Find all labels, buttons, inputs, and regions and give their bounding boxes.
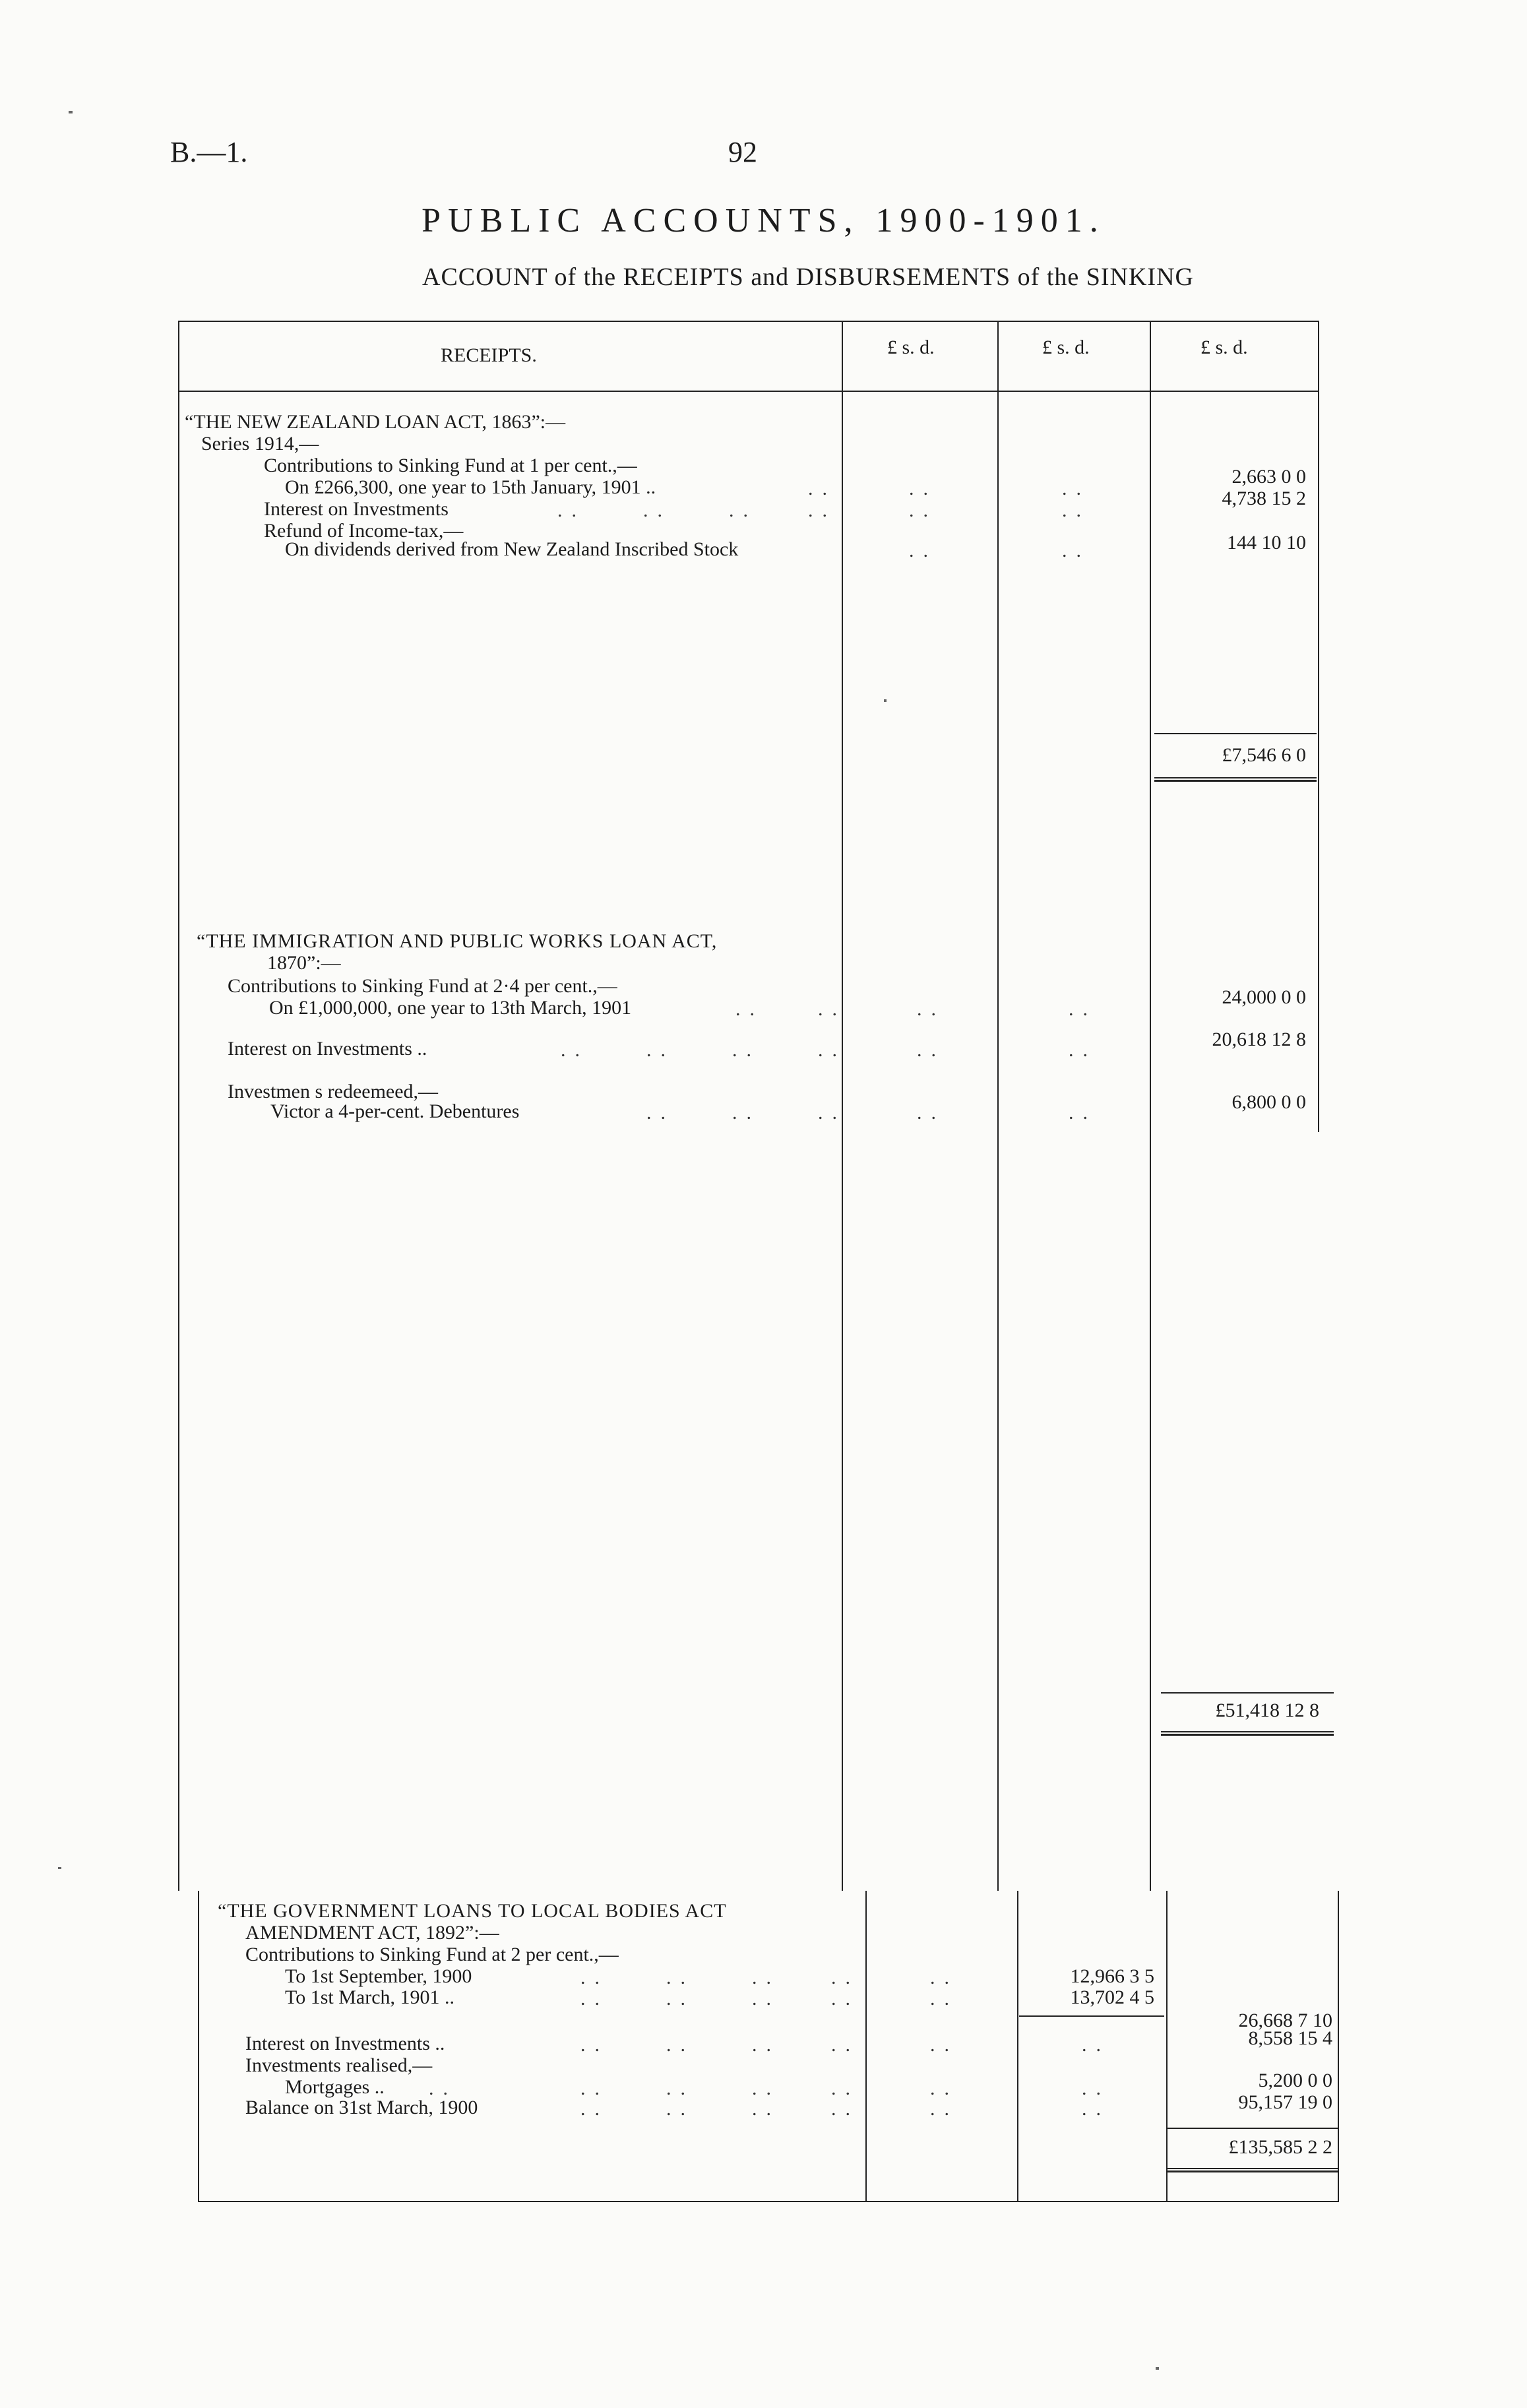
realised-label: Investments realised,— (245, 2054, 433, 2076)
section-title: “THE NEW ZEALAND LOAN ACT, 1863”:— (185, 411, 566, 433)
page-title: PUBLIC ACCOUNTS, 1900-1901. (421, 202, 1106, 239)
interest-amount: 20,618 12 8 (1212, 1029, 1306, 1050)
interest-amount: 4,738 15 2 (1222, 488, 1306, 509)
balance-amount: 95,157 19 0 (1238, 2091, 1332, 2113)
september-line: To 1st September, 1900 (285, 1965, 472, 1987)
contributions-total: 26,668 7 10 (1238, 2010, 1332, 2031)
contribution-line: On £1,000,000, one year to 13th March, 1901 (269, 997, 632, 1019)
section-title-continued: 1870”:— (267, 952, 341, 974)
march-amount: 13,702 4 5 (1070, 1986, 1154, 2008)
account-subtitle: ACCOUNT of the RECEIPTS and DISBURSEMENTS of the SINKING (422, 263, 1194, 291)
mortgages-amount: 5,200 0 0 (1258, 2070, 1332, 2091)
contributions-label: Contributions to Sinking Fund at 2 per cent.,— (245, 1944, 619, 1965)
section-total: £135,585 2 2 (1228, 2136, 1332, 2158)
refund-label: Refund of Income-tax,— (264, 520, 464, 542)
victoria-debentures-amount: 6,800 0 0 (1231, 1091, 1306, 1113)
contributions-label: Contributions to Sinking Fund at 2·4 per cent.,— (228, 975, 617, 997)
balance-line: Balance on 31st March, 1900 (245, 2097, 478, 2118)
column-heading-money-3: £ s. d. (1200, 336, 1248, 358)
series-label: Series 1914,— (201, 433, 319, 455)
interest-amount: 8,558 15 4 (1248, 2027, 1332, 2049)
section-title: “THE GOVERNMENT LOANS TO LOCAL BODIES ACT (218, 1900, 727, 1922)
document-code: B.—1. (170, 136, 248, 168)
contribution-amount: 2,663 0 0 (1231, 466, 1306, 488)
dividends-amount: 144 10 10 (1227, 532, 1306, 554)
column-heading-money-2: £ s. d. (1042, 336, 1090, 358)
redeemed-label: Investmen s redeemeed,— (228, 1081, 439, 1102)
section-total: £51,418 12 8 (1215, 1699, 1319, 1721)
scan-speck (69, 111, 73, 113)
contribution-line: On £266,300, one year to 15th January, 1901 .. (285, 476, 656, 498)
victoria-debentures-line: Victor a 4-per-cent. Debentures (270, 1100, 520, 1122)
column-heading-money-1: £ s. d. (887, 336, 935, 358)
september-amount: 12,966 3 5 (1070, 1965, 1154, 1987)
dividends-line: On dividends derived from New Zealand Inscribed Stock (285, 538, 739, 560)
contributions-label: Contributions to Sinking Fund at 1 per cent.,— (264, 455, 637, 476)
scan-speck (884, 699, 887, 702)
scan-speck (58, 1867, 61, 1869)
scan-speck (1156, 2367, 1159, 2370)
page-number: 92 (728, 136, 757, 168)
section-title-continued: AMENDMENT ACT, 1892”:— (245, 1922, 499, 1944)
section-total: £7,546 6 0 (1222, 744, 1306, 766)
section-title: “THE IMMIGRATION AND PUBLIC WORKS LOAN ACT, (197, 930, 718, 952)
interest-label: Interest on Investments .. (245, 2033, 445, 2054)
march-line: To 1st March, 1901 .. (285, 1986, 455, 2008)
column-heading-receipts: RECEIPTS. (441, 344, 537, 366)
contribution-amount: 24,000 0 0 (1222, 986, 1306, 1008)
interest-label: Interest on Investments .. (228, 1038, 427, 1060)
mortgages-line: Mortgages .. (285, 2076, 385, 2098)
interest-label: Interest on Investments (264, 498, 449, 520)
